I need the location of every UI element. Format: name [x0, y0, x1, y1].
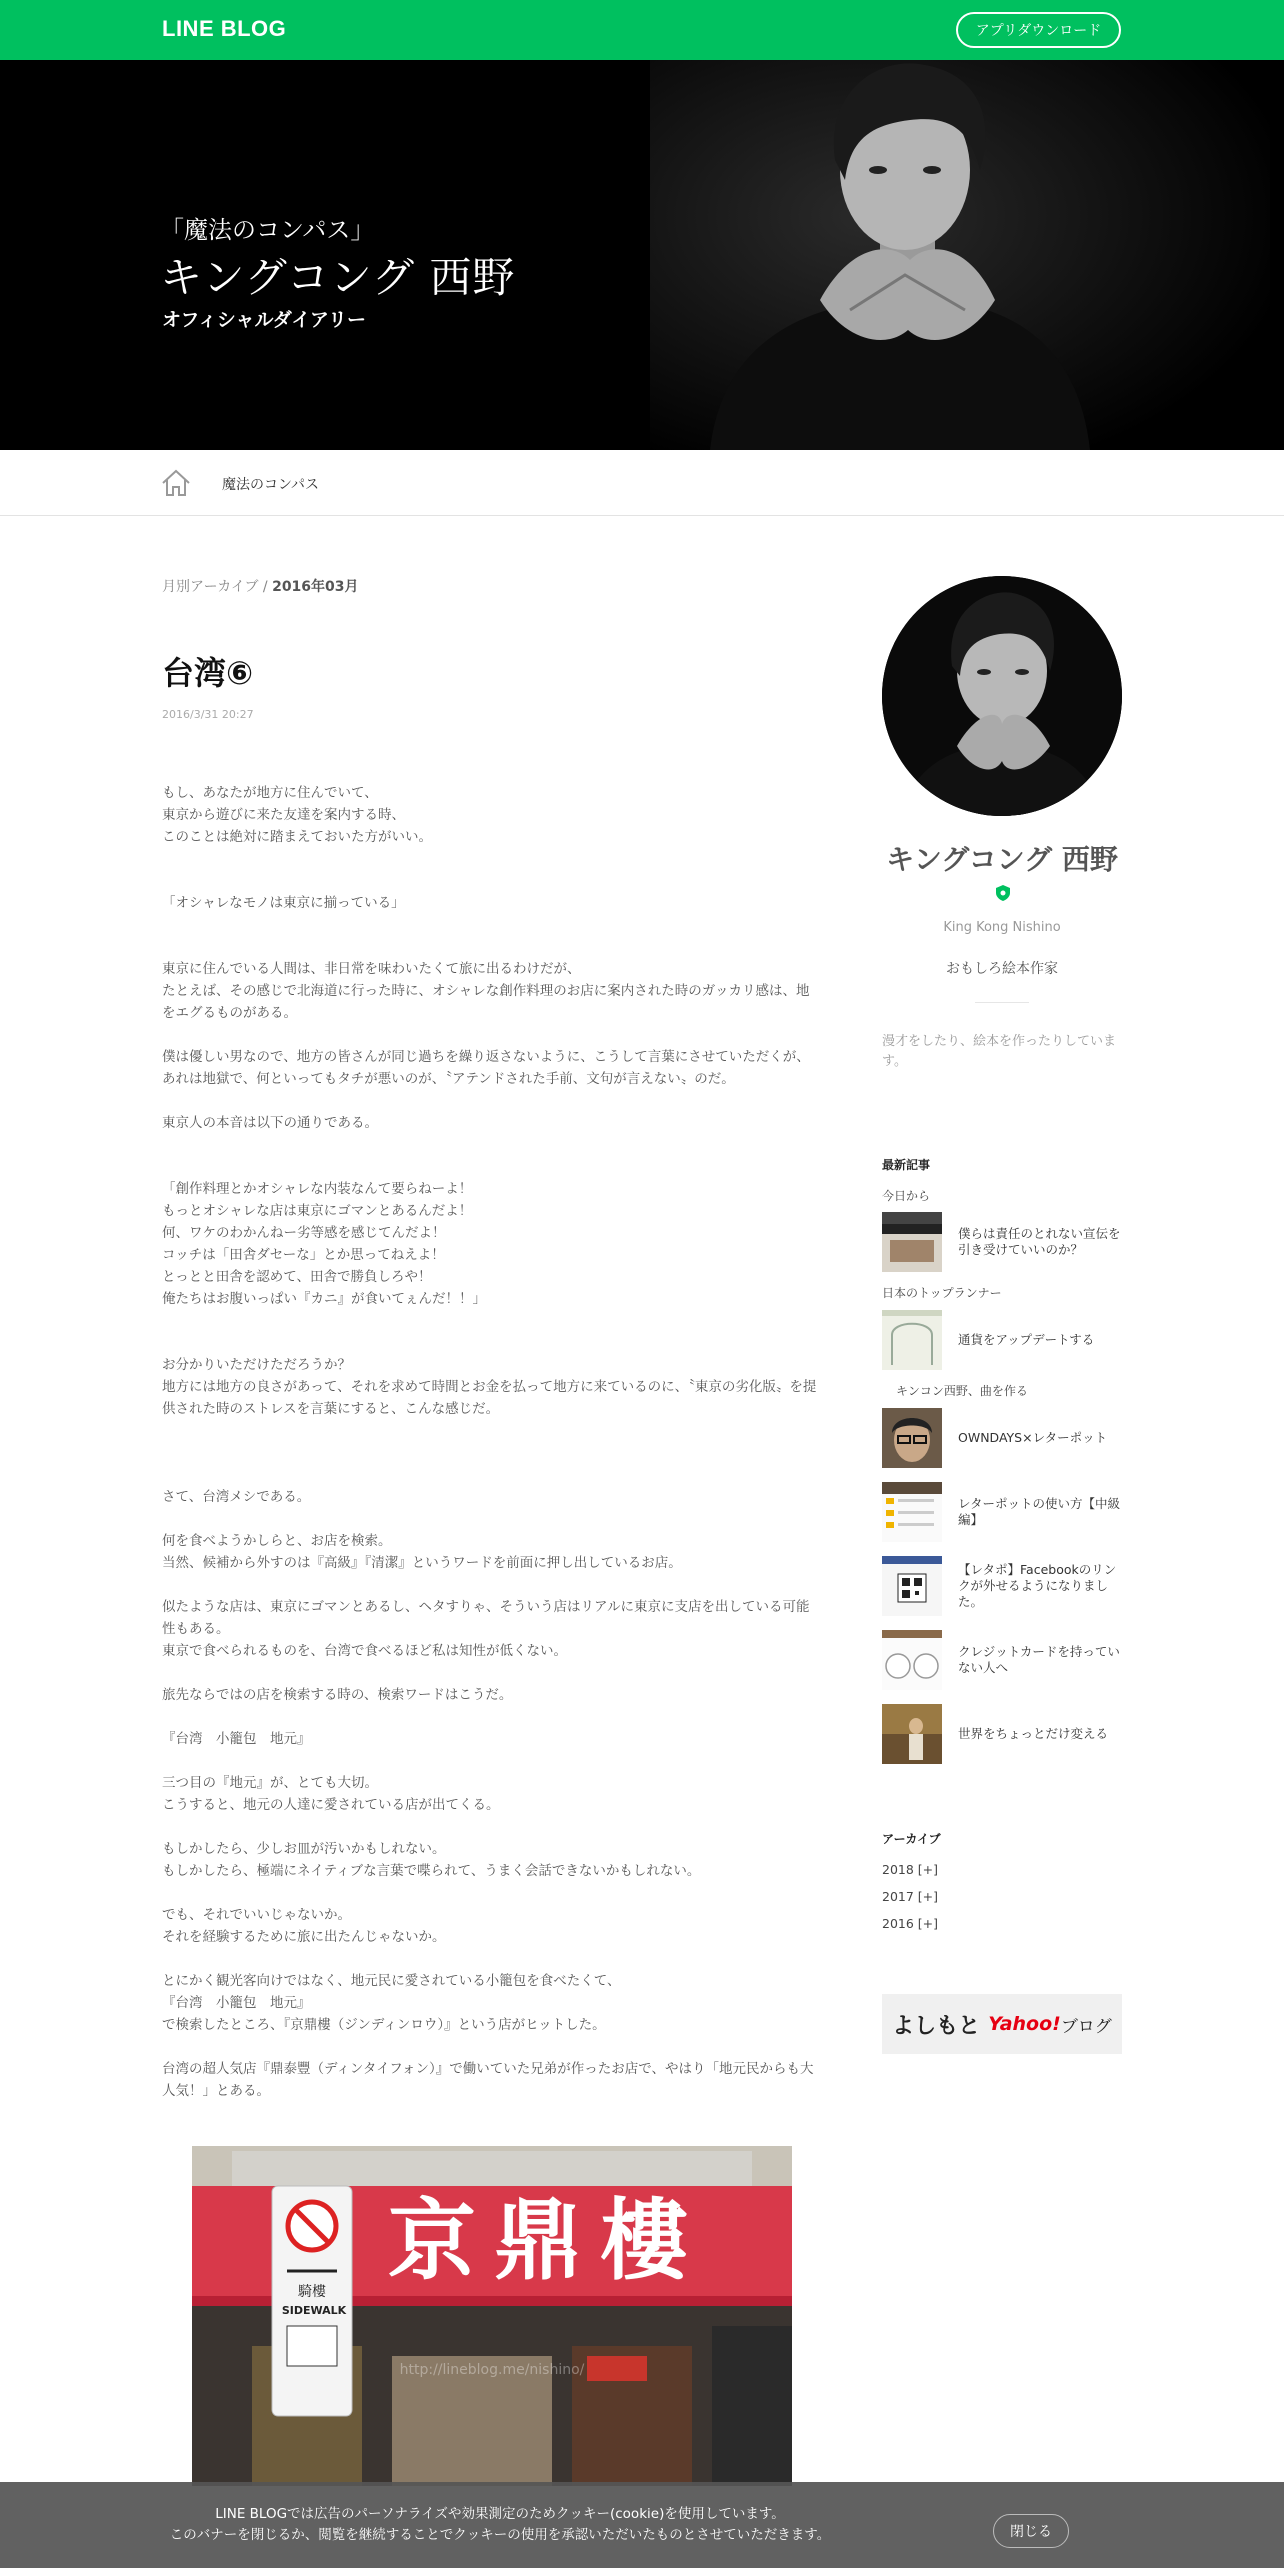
post-paragraph: 僕は優しい男なので、地方の皆さんが同じ過ちを繰り返さないように、こうして言葉にさせていただくが、 あれは地獄で、何といってもタチが悪いのが、〝アテンドされた手前、文句が言えない〟のだ。 [162, 1049, 810, 1087]
paragraph-gap [162, 1420, 822, 1442]
post-paragraph: もし、あなたが地方に住んでいて、 東京から遊びに来た友達を案内する時、 このことは絶対に踏まえておいた方がいい。 [162, 785, 432, 845]
photo-watermark: http://lineblog.me/nishino/ [399, 2362, 585, 2378]
post-paragraph: さて、台湾メシである。 [162, 1489, 311, 1505]
paragraph-gap [162, 2036, 822, 2058]
author-name-en: King Kong Nishino [943, 920, 1061, 935]
article-thumbnail [882, 1630, 942, 1690]
article-title: 世界をちょっとだけ変える [958, 1726, 1109, 1741]
hero-tagline: オフィシャルダイアリー [162, 309, 367, 331]
paragraph-gap [162, 1706, 822, 1728]
post-date: 2016/3/31 20:27 [162, 708, 254, 721]
archive-year-2016[interactable]: 2016 [+] [882, 1916, 939, 1931]
article-thumbnail [882, 1556, 942, 1616]
recent-article[interactable] [882, 1212, 1122, 1272]
recent-article[interactable] [882, 1482, 1122, 1542]
recent-group-label[interactable]: 今日から [882, 1189, 931, 1203]
archive-label [162, 576, 359, 596]
post-paragraph: お分かりいただけただろうか？ 地方には地方の良さがあって、それを求めて時間とお金を払って地方に来ているのに、〝東京の劣化版〟を提供された時のストレスを言葉にすると、こんな感じだ。 [162, 1357, 817, 1417]
top-bar [0, 0, 1284, 60]
paragraph-gap [162, 914, 822, 936]
article-title: クレジットカードを持っていない人へ [958, 1644, 1120, 1675]
paragraph-gap [162, 1508, 822, 1530]
paragraph-gap [162, 1948, 822, 1970]
cookie-close-button[interactable]: 閉じる [993, 2514, 1069, 2548]
author-role: おもしろ絵本作家 [946, 961, 1058, 977]
article-thumbnail [882, 1408, 942, 1468]
author-description: 漫才をしたり、絵本を作ったりしています。 [882, 1034, 1117, 1069]
paragraph-gap [162, 1332, 822, 1354]
article-thumbnail [882, 1310, 942, 1370]
article-title: 【レタポ】Facebookのリンクが外せるようになりました。 [958, 1562, 1117, 1609]
paragraph-gap [162, 1442, 822, 1464]
paragraph-gap [162, 936, 822, 958]
post-paragraph: 旅先ならではの店を検索する時の、検索ワードはこうだ。 [162, 1687, 513, 1703]
paragraph-gap [162, 1750, 822, 1772]
breadcrumb [0, 450, 1284, 516]
breadcrumb-item[interactable]: 魔法のコンパス [222, 477, 320, 493]
archive-prefix: 月別アーカイブ / [162, 579, 273, 595]
post-paragraph: もしかしたら、少しお皿が汚いかもしれない。 もしかしたら、極端にネイティブな言葉で喋られて、うまく会話できないかもしれない。 [162, 1841, 701, 1879]
recent-article[interactable] [882, 1556, 1122, 1616]
recent-article[interactable] [882, 1630, 1122, 1690]
banner-yahoo-text: Yahoo! [988, 2013, 1061, 2035]
hero-portrait-image [650, 60, 1270, 450]
line-blog-logo[interactable]: LINE BLOG [162, 16, 287, 41]
photo-sign-text: 京鼎樓 [387, 2188, 707, 2292]
paragraph-gap [162, 1882, 822, 1904]
hero-banner [0, 60, 1284, 450]
banner-right-text: ブログ [1060, 2016, 1112, 2037]
cookie-text [150, 2504, 850, 2546]
recent-group-label[interactable]: キンコン西野、曲を作る [896, 1384, 1028, 1398]
paragraph-gap [162, 1090, 822, 1112]
paragraph-gap [162, 1156, 822, 1178]
paragraph-gap [162, 848, 822, 870]
post-paragraph: 似たような店は、東京にゴマンとあるし、ヘタすりゃ、そういう店はリアルに東京に支店を出している可能性もある。 東京で食べられるものを、台湾で食べるほど私は知性が低くない。 [162, 1599, 810, 1659]
recent-heading: 最新記事 [882, 1158, 931, 1172]
paragraph-gap [162, 1464, 822, 1486]
post-photo-restaurant [192, 2146, 792, 2486]
post-paragraph: 何を食べようかしらと、お店を検索。 当然、候補から外すのは『高級』『清潔』というワードを前面に押し出しているお店。 [162, 1533, 682, 1571]
article-title: 通貨をアップデートする [958, 1332, 1095, 1347]
archive-month[interactable]: 2016年03月 [272, 579, 359, 595]
author-name: キングコング 西野 [886, 843, 1118, 876]
archives-heading: アーカイブ [882, 1832, 941, 1846]
paragraph-gap [162, 1662, 822, 1684]
post-paragraph: 「オシャレなモノは東京に揃っている」 [162, 895, 405, 911]
post-paragraph: 『台湾 小籠包 地元』 [162, 1731, 311, 1747]
post-paragraph: 台湾の超人気店『鼎泰豐（ディンタイフォン）』で働いていた兄弟が作ったお店で、やはり「地元民からも大人気！」とある。 [162, 2061, 814, 2099]
cookie-line-2: このバナーを閉じるか、閲覧を継続することでクッキーの使用を承認いただいたものとさせていただきます。 [169, 2527, 831, 2543]
photo-sign-sub: 騎樓 [298, 2284, 326, 2300]
post-body [162, 782, 822, 2124]
photo-sign-en: SIDEWALK [281, 2304, 347, 2317]
paragraph-gap [162, 2102, 822, 2124]
paragraph-gap [162, 1134, 822, 1156]
post-paragraph: 「創作料理とかオシャレな内装なんて要らねーよ！ もっとオシャレな店は東京にゴマンとあるんだよ！ 何、ワケのわかんねー劣等感を感じてんだよ！ コッチは「田舎ダセーな」とか思ってねえよ！ とっとと田舎を認めて、田舎で勝負しろや！ 俺たちはお腹いっぱい『カニ』が食いてぇんだ！！」 [162, 1181, 486, 1307]
article-title: OWNDAYS×レターポット [958, 1430, 1108, 1445]
post-title[interactable]: 台湾⑥ [162, 654, 254, 692]
post-paragraph: 三つ目の『地元』が、とても大切。 こうすると、地元の人達に愛されている店が出てくる。 [162, 1775, 500, 1813]
article-thumbnail [882, 1482, 942, 1542]
archive-year-2018[interactable]: 2018 [+] [882, 1862, 939, 1877]
recent-group-label[interactable]: 日本のトップランナー [882, 1286, 1002, 1300]
recent-article[interactable] [882, 1704, 1122, 1764]
archive-year-2017[interactable]: 2017 [+] [882, 1889, 939, 1904]
post-paragraph: 東京人の本音は以下の通りである。 [162, 1115, 378, 1131]
cookie-banner [0, 2482, 1284, 2568]
hero-subtitle: 「魔法のコンパス」 [160, 216, 375, 244]
app-download-button[interactable]: アプリダウンロード [956, 12, 1121, 48]
paragraph-gap [162, 870, 822, 892]
article-title: レターポットの使い方【中級編】 [958, 1496, 1121, 1527]
recent-article[interactable] [882, 1310, 1122, 1370]
post-paragraph: でも、それでいいじゃないか。 それを経験するために旅に出たんじゃないか。 [162, 1907, 446, 1945]
home-icon[interactable] [160, 468, 192, 498]
paragraph-gap [162, 1816, 822, 1838]
post-paragraph: 東京に住んでいる人間は、非日常を味わいたくて旅に出るわけだが、 たとえば、その感じで北海道に行った時に、オシャレな創作料理のお店に案内された時のガッカリ感は、地をエグるものがある。 [162, 961, 810, 1021]
article-thumbnail [882, 1704, 942, 1764]
hero-title: キングコング 西野 [160, 253, 516, 302]
post-paragraph: とにかく観光客向けではなく、地元民に愛されている小籠包を食べたくて、 『台湾 小籠包 地元』 で検索したところ、『京鼎樓（ジンディンロウ）』という店がヒットした。 [162, 1973, 621, 2033]
verified-badge-icon [996, 885, 1010, 901]
paragraph-gap [162, 1574, 822, 1596]
paragraph-gap [162, 1024, 822, 1046]
article-thumbnail [882, 1212, 942, 1272]
yoshimoto-yahoo-banner[interactable] [882, 1994, 1122, 2054]
profile-avatar[interactable] [882, 576, 1122, 816]
cookie-line-1: LINE BLOGでは広告のパーソナライズや効果測定のためクッキー(cookie)を使用しています。 [215, 2506, 785, 2522]
banner-left-text: よしもと [892, 2013, 981, 2039]
paragraph-gap [162, 1310, 822, 1332]
article-title: 僕らは責任のとれない宣伝を引き受けていいのか？ [958, 1226, 1121, 1257]
recent-article[interactable] [882, 1408, 1122, 1468]
profile-divider [975, 1002, 1029, 1003]
